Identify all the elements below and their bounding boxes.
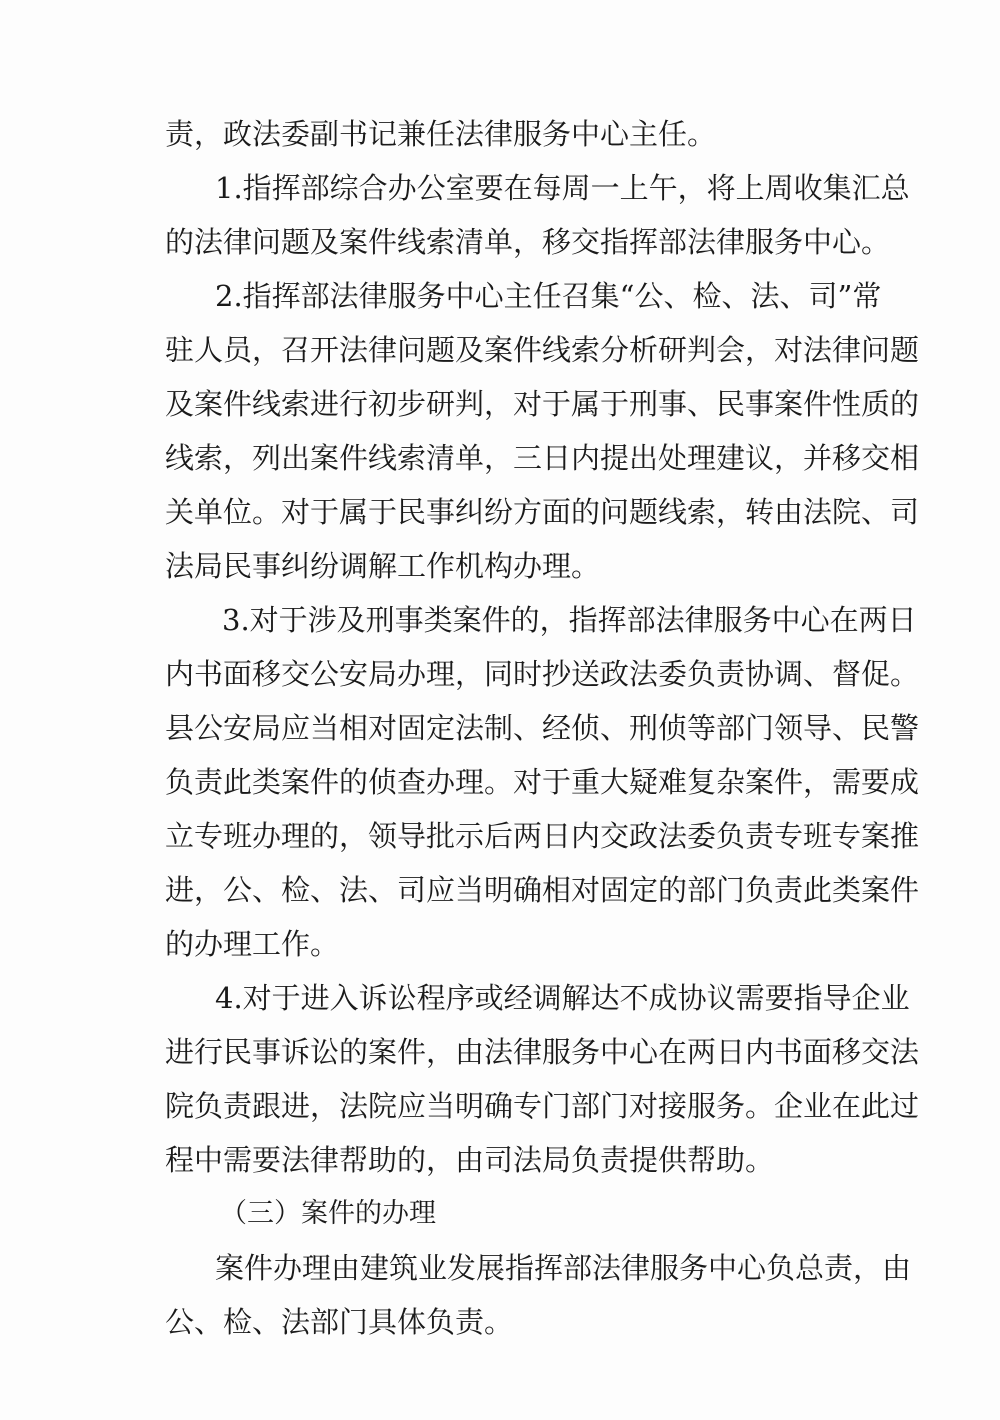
body-text-line: 线索，列出案件线索清单，三日内提出处理建议，并移交相 xyxy=(165,441,920,475)
body-text-line: 内书面移交公安局办理，同时抄送政法委负责协调、督促。 xyxy=(165,657,920,691)
section-heading: （三）案件的办理 xyxy=(220,1198,436,1229)
body-text-line: 法局民事纠纷调解工作机构办理。 xyxy=(165,549,601,583)
body-text-line: 程中需要法律帮助的，由司法局负责提供帮助。 xyxy=(165,1143,775,1177)
body-text-line: 的办理工作。 xyxy=(165,927,340,961)
body-text-line: 的法律问题及案件线索清单，移交指挥部法律服务中心。 xyxy=(165,225,891,259)
body-text-line: 负责此类案件的侦查办理。对于重大疑难复杂案件，需要成 xyxy=(165,765,920,799)
body-text-line: 关单位。对于属于民事纠纷方面的问题线索，转由法院、司 xyxy=(165,495,920,529)
body-text-line: 驻人员，召开法律问题及案件线索分析研判会，对法律问题 xyxy=(165,333,920,367)
item-2-first-line: 2.指挥部法律服务中心主任召集“公、检、法、司”常 xyxy=(215,279,882,313)
body-text-line: 案件办理由建筑业发展指挥部法律服务中心负总责，由 xyxy=(215,1251,912,1285)
item-1-first-line: 1.指挥部综合办公室要在每周一上午，将上周收集汇总 xyxy=(215,171,910,205)
body-text-line: 责，政法委副书记兼任法律服务中心主任。 xyxy=(165,117,717,151)
body-text-line: 立专班办理的，领导批示后两日内交政法委负责专班专案推 xyxy=(165,819,920,853)
body-text-line: 进行民事诉讼的案件，由法律服务中心在两日内书面移交法 xyxy=(165,1035,920,1069)
item-4-first-line: 4.对于进入诉讼程序或经调解达不成协议需要指导企业 xyxy=(215,981,910,1015)
body-text-line: 县公安局应当相对固定法制、经侦、刑侦等部门领导、民警 xyxy=(165,711,920,745)
body-text-line: 公、检、法部门具体负责。 xyxy=(165,1305,514,1339)
body-text-line: 进，公、检、法、司应当明确相对固定的部门负责此类案件 xyxy=(165,873,920,907)
body-text-line: 及案件线索进行初步研判，对于属于刑事、民事案件性质的 xyxy=(165,387,920,421)
body-text-line: 院负责跟进，法院应当明确专门部门对接服务。企业在此过 xyxy=(165,1089,920,1123)
item-3-first-line: 3.对于涉及刑事类案件的，指挥部法律服务中心在两日 xyxy=(222,603,917,637)
